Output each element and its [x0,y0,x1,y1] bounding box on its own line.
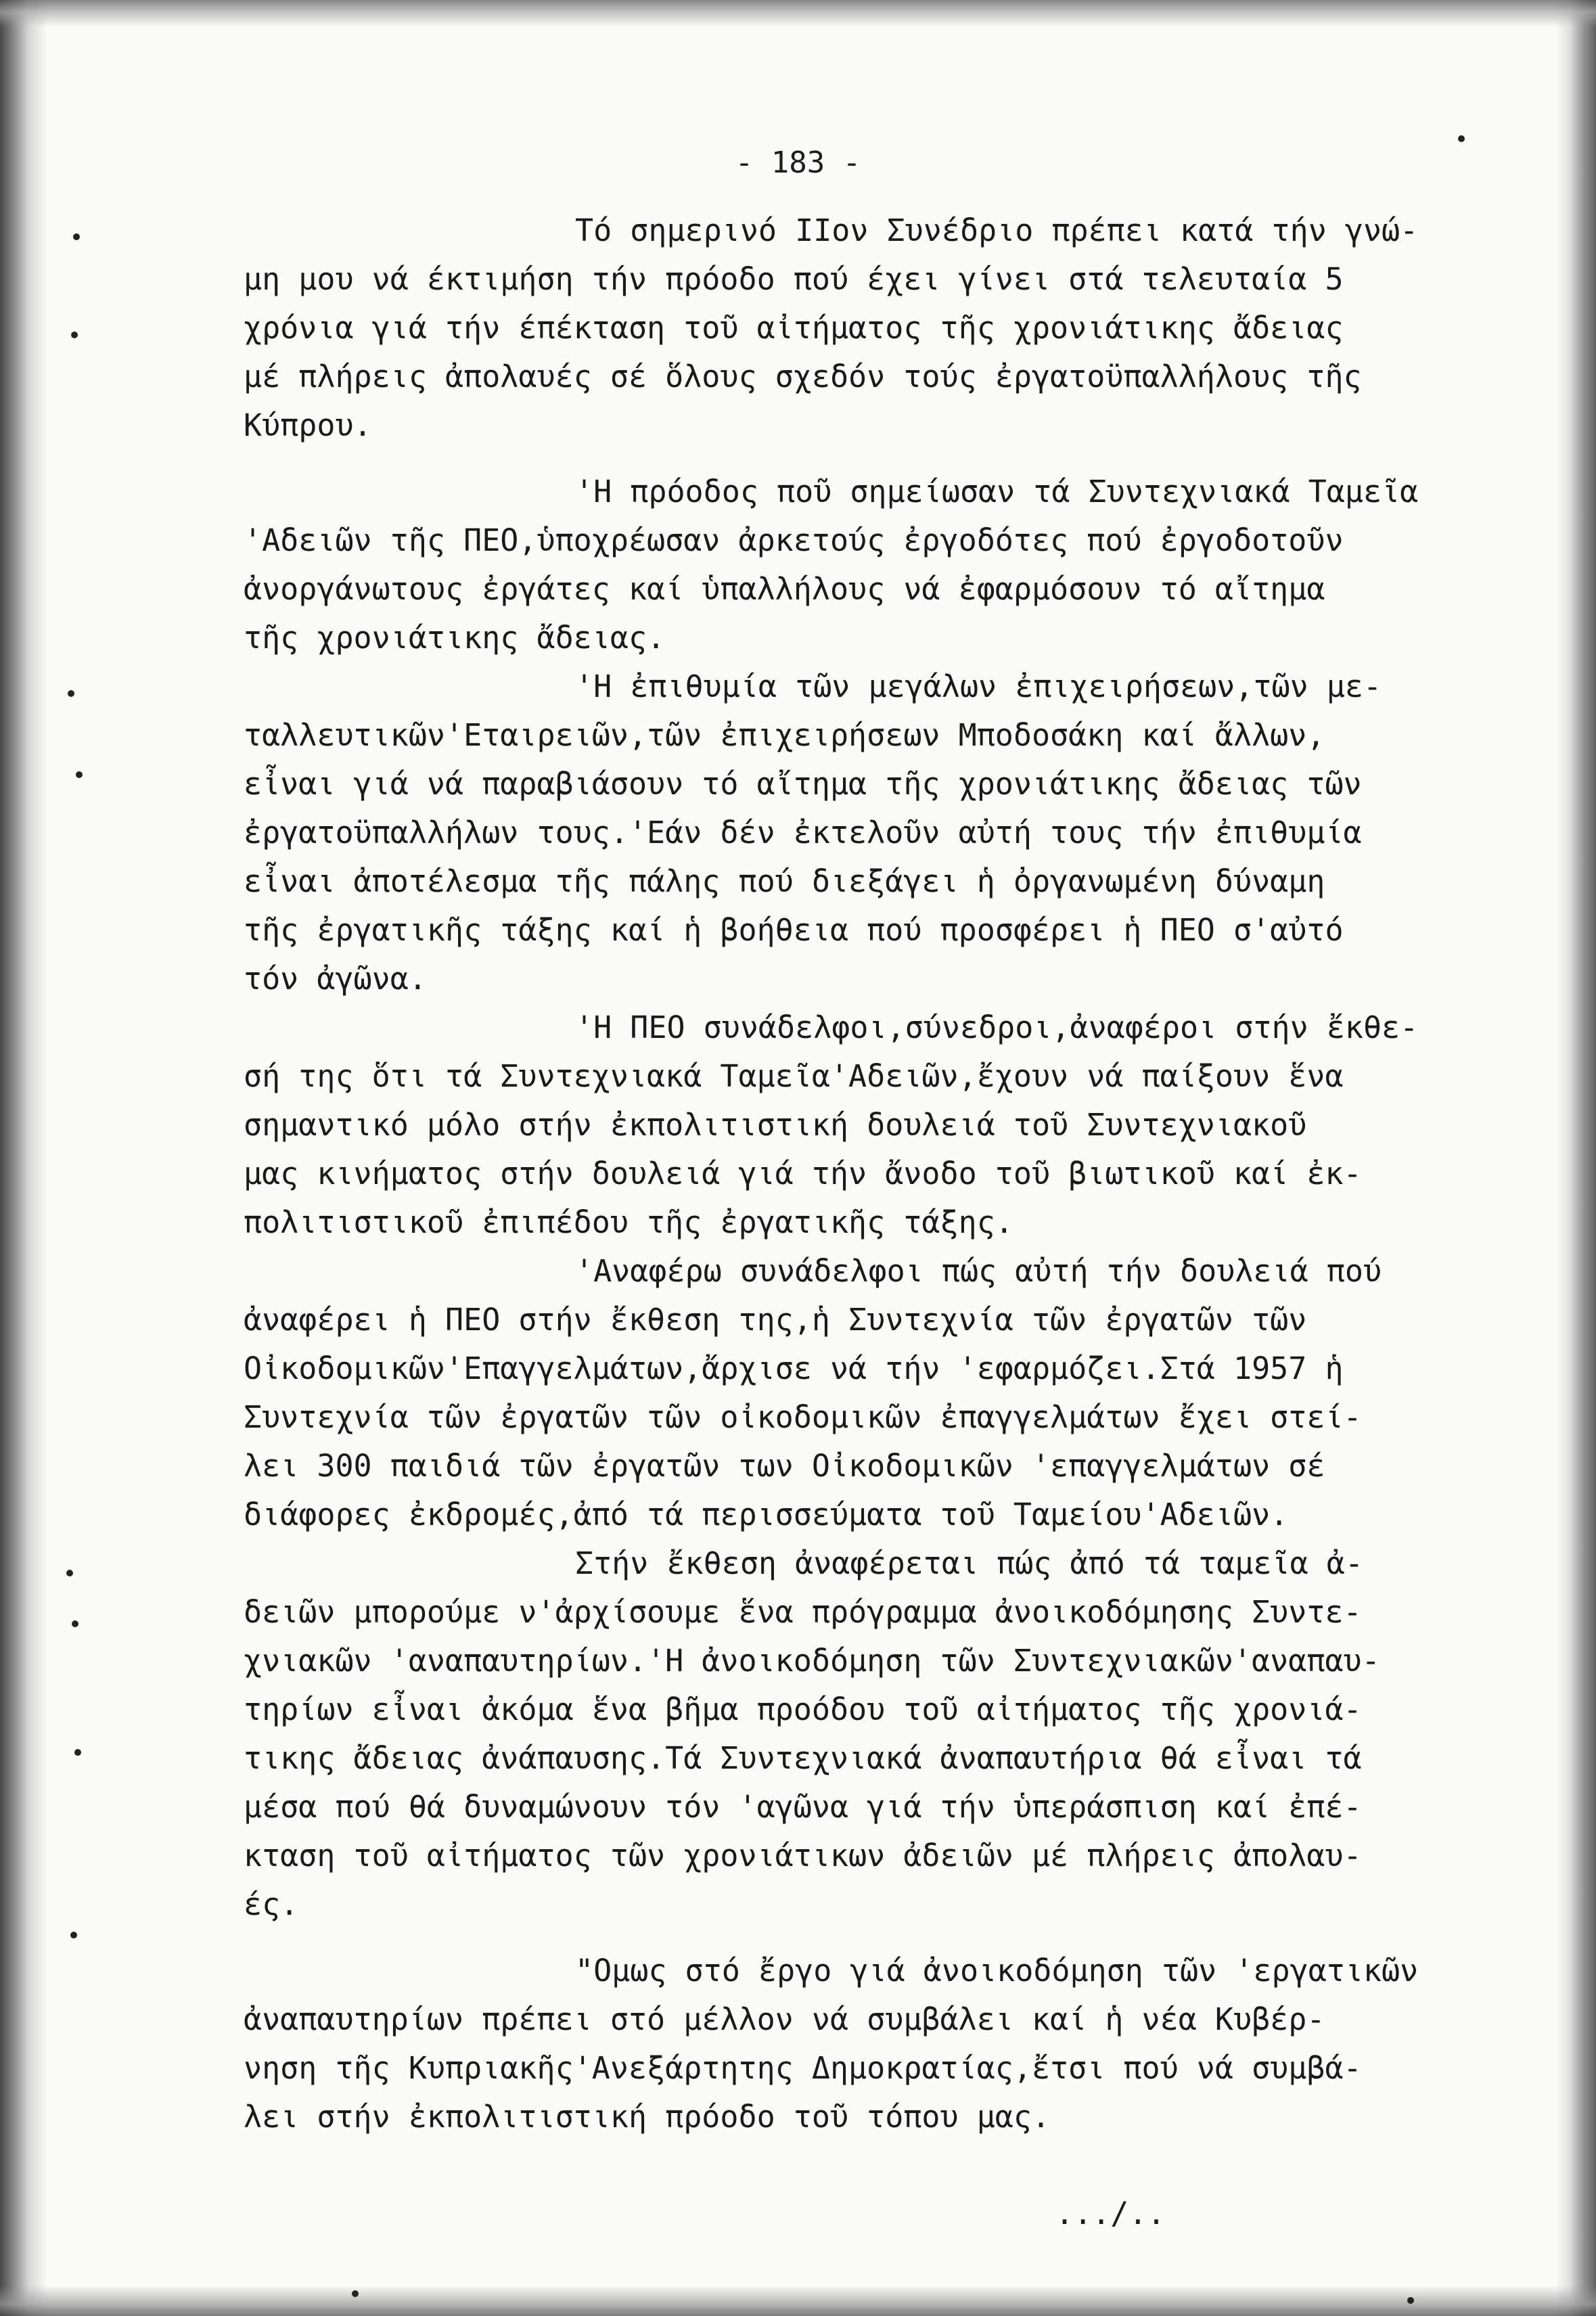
text-line: "Ομως στό ἔργο γιά ἀνοικοδόμηση τῶν 'εργατικῶν [575,1953,1419,1989]
continuation-mark: .../.. [1055,2196,1166,2231]
text-line: ἀνοργάνωτους ἐργάτες καί ὑπαλλήλους νά ἐφαρμόσουν τό αἴτημα [244,571,1325,607]
text-line: ἀναφέρει ἡ ΠΕΟ στήν ἔκθεση της,ἡ Συντεχνία τῶν ἐργατῶν τῶν [244,1302,1307,1338]
text-line: τῆς ἐργατικῆς τάξης καί ἡ βοήθεια πού προσφέρει ἡ ΠΕΟ σ'αὐτό [244,912,1344,948]
scan-edge-bottom [0,2286,1596,2316]
text-line: μη μου νά έκτιμήση τήν πρόοδο πού έχει γίνει στά τελευταία 5 [244,261,1344,297]
text-line: Οἰκοδομικῶν'Επαγγελμάτων,ἄρχισε νά τήν 'εφαρμόζει.Στά 1957 ἡ [244,1350,1344,1386]
text-line: λει 300 παιδιά τῶν ἐργατῶν των Οἰκοδομικῶν 'επαγγελμάτων σέ [244,1448,1325,1484]
text-line: χνιακῶν 'αναπαυτηρίων.'Η ἀνοικοδόμηση τῶν Συντεχνιακῶν'αναπαυ- [244,1643,1380,1679]
text-line: σημαντικό μόλο στήν ἐκπολιτιστική δουλειά τοῦ Συντεχνιακοῦ [244,1107,1307,1143]
text-line: εἶναι ἀποτέλεσμα τῆς πάλης πού διεξάγει ἡ ὀργανωμένη δύναμη [244,863,1325,899]
text-line: δειῶν μπορούμε ν'ἀρχίσουμε ἕνα πρόγραμμα ἀνοικοδόμησης Συντε- [244,1594,1362,1630]
text-line: ταλλευτικῶν'Εταιρειῶν,τῶν ἐπιχειρήσεων Μποδοσάκη καί ἄλλων, [244,717,1325,753]
text-line: τηρίων εἶναι ἀκόμα ἕνα βῆμα προόδου τοῦ αἰτήματος τῆς χρονιά- [244,1691,1362,1727]
scan-speck [1458,135,1465,142]
text-line: Συντεχνία τῶν ἐργατῶν τῶν οἰκοδομικῶν ἐπαγγελμάτων ἔχει στεί- [244,1399,1362,1435]
text-line: 'Αδειῶν τῆς ΠΕΟ,ὑποχρέωσαν ἀρκετούς ἐργοδότες πού ἐργοδοτοῦν [244,522,1344,558]
scan-speck [68,690,74,697]
page-number: - 183 - [735,145,861,180]
text-line: Στήν ἔκθεση ἀναφέρεται πώς ἀπό τά ταμεῖα ἀ- [575,1545,1363,1581]
paragraph [244,662,1515,1003]
text-line: χρόνια γιά τήν έπέκταση τοῦ αἰτήματος τῆς χρονιάτικης ἄδειας [244,310,1344,346]
text-line: ές. [244,1886,299,1922]
text-line: τικης ἄδειας ἀνάπαυσης.Τά Συντεχνιακά ἀναπαυτήρια θά εἶναι τά [244,1740,1362,1776]
text-line: σή της ὅτι τά Συντεχνιακά Ταμεῖα'Αδειῶν,ἔχουν νά παίξουν ἕνα [244,1058,1344,1094]
text-line: πολιτιστικοῦ ἐπιπέδου τῆς ἐργατικῆς τάξης. [244,1204,1013,1240]
text-line: 'Η ΠΕΟ συνάδελφοι,σύνεδροι,ἀναφέροι στήν ἔκθε- [575,1009,1419,1045]
paragraph [244,206,1515,450]
scan-speck [73,233,80,240]
scan-speck [66,1570,73,1576]
text-line: 'Η πρόοδος ποῦ σημείωσαν τά Συντεχνιακά Ταμεῖα [575,474,1419,509]
scan-speck [1407,2297,1414,2304]
paragraph [244,1539,1515,1929]
text-line: διάφορες ἐκδρομές,ἀπό τά περισσεύματα τοῦ Ταμείου'Αδειῶν. [244,1497,1289,1532]
scan-speck [70,1932,77,1938]
scan-speck [352,2290,359,2297]
text-line: ἀναπαυτηρίων πρέπει στό μέλλον νά συμβάλει καί ἡ νέα Κυβέρ- [244,2001,1325,2037]
text-line: ἐργατοϋπαλλήλων τους.'Εάν δέν ἐκτελοῦν αὐτή τους τήν ἐπιθυμία [244,815,1362,850]
scan-edge-left [0,0,47,2316]
scan-edge-top [0,0,1596,27]
text-line: μας κινήματος στήν δουλειά γιά τήν ἄνοδο τοῦ βιωτικοῦ καί ἐκ- [244,1156,1362,1191]
scan-edge-right [1555,0,1596,2316]
text-line: 'Η ἐπιθυμία τῶν μεγάλων ἐπιχειρήσεων,τῶν με- [575,668,1382,704]
scan-speck [74,1749,81,1756]
paragraph [244,1003,1515,1247]
text-line: Κύπρου. [244,407,372,443]
paragraph [244,468,1515,662]
body-text [244,206,1515,2141]
text-line: τόν ἀγῶνα. [244,961,427,997]
paragraph [244,1947,1515,2141]
text-line: νηση τῆς Κυπριακῆς'Ανεξάρτητης Δημοκρατίας,ἔτσι πού νά συμβά- [244,2050,1362,2086]
text-line: εἶναι γιά νά παραβιάσουν τό αἴτημα τῆς χρονιάτικης ἄδειας τῶν [244,766,1362,802]
scan-speck [71,332,78,338]
text-line: τῆς χρονιάτικης ἄδειας. [244,620,666,656]
scan-speck [76,771,83,778]
scan-speck [72,1620,78,1627]
text-line: κταση τοῦ αἰτήματος τῶν χρονιάτικων ἀδειῶν μέ πλήρεις ἀπολαυ- [244,1838,1362,1874]
text-line: μέ πλήρεις ἀπολαυές σέ ὅλους σχεδόν τούς ἐργατοϋπαλλήλους τῆς [244,359,1362,394]
text-line: Τό σημερινό ΙΙον Συνέδριο πρέπει κατά τήν γνώ- [575,212,1419,248]
text-line: λει στήν ἐκπολιτιστική πρόοδο τοῦ τόπου μας. [244,2099,1051,2135]
paragraph [244,1247,1515,1539]
text-line: μέσα πού θά δυναμώνουν τόν 'αγῶνα γιά τήν ὑπεράσπιση καί ἐπέ- [244,1789,1362,1825]
text-line: 'Αναφέρω συνάδελφοι πώς αὐτή τήν δουλειά πού [575,1253,1382,1289]
